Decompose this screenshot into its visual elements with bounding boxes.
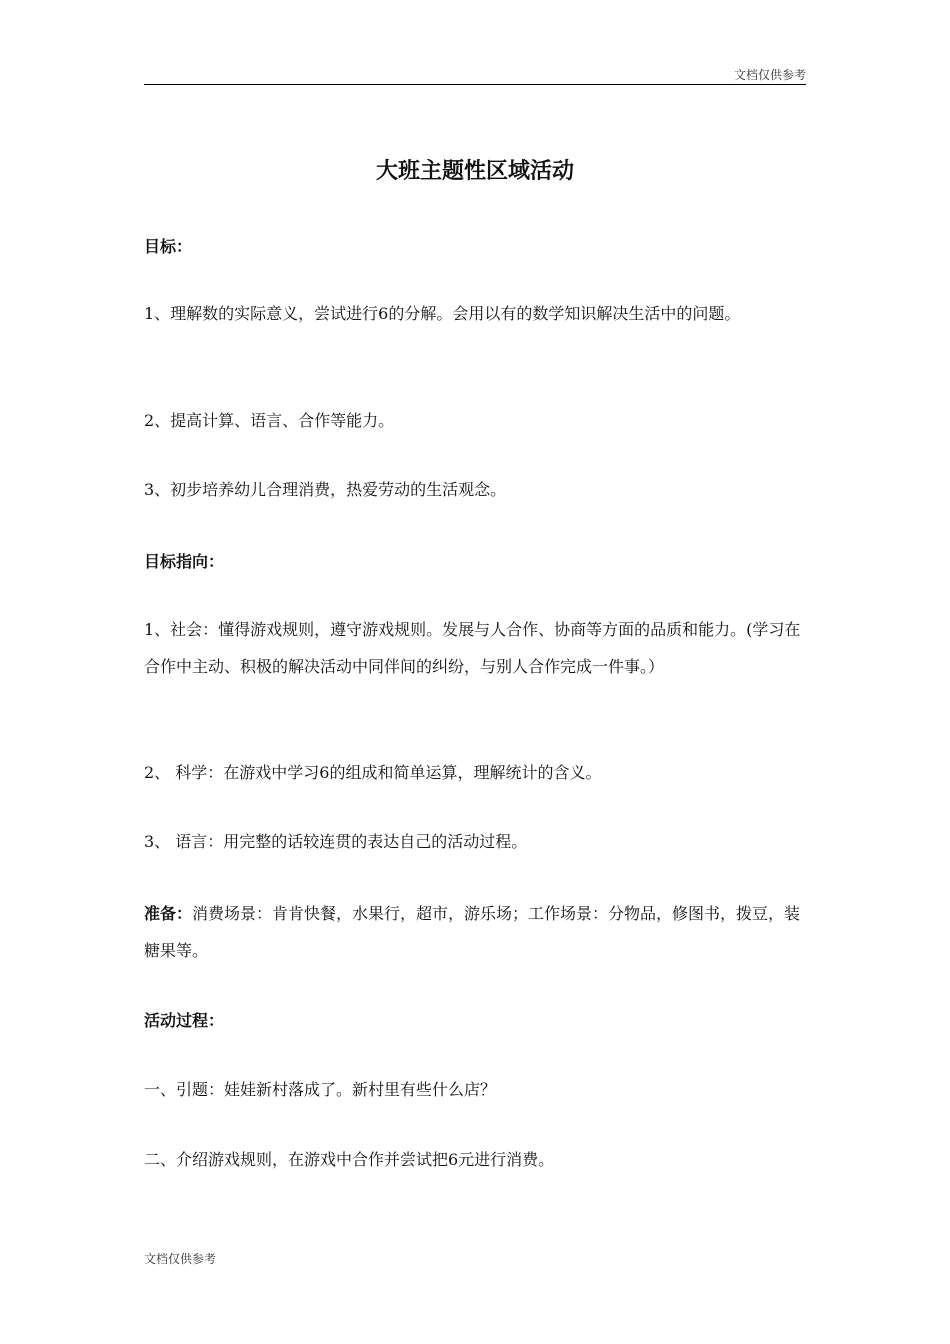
process-heading: 活动过程： — [144, 1011, 225, 1030]
process-step-2: 二、介绍游戏规则，在游戏中合作并尝试把6元进行消费。 — [144, 1150, 555, 1169]
document-title: 大班主题性区域活动 — [375, 158, 574, 184]
goal-item-1: 1、理解数的实际意义，尝试进行6的分解。会用以有的数学知识解决生活中的问题。 — [144, 304, 741, 323]
goal-item-3: 3、初步培养幼儿合理消费，热爱劳动的生活观念。 — [144, 480, 507, 499]
orientation-item-1: 1、社会：懂得游戏规则，遵守游戏规则。发展与人合作、协商等方面的品质和能力。(学习在合作中主动、积极的解决活动中同伴间的纠纷，与别人合作完成一件事。） — [144, 620, 801, 676]
orientation-item-2: 2、 科学：在游戏中学习6的组成和简单运算，理解统计的含义。 — [144, 763, 602, 782]
orientation-item-3: 3、 语言：用完整的话较连贯的表达自己的活动过程。 — [144, 832, 528, 851]
orientation-heading: 目标指向： — [144, 552, 225, 571]
process-step-1: 一、引题：娃娃新村落成了。新村里有些什么店？ — [144, 1080, 497, 1099]
goals-heading: 目标： — [144, 237, 193, 256]
preparation-label: 准备： — [144, 904, 193, 923]
preparation-paragraph — [144, 895, 806, 969]
header-divider — [144, 84, 806, 85]
page-header-text: 文档仅供参考 — [733, 68, 806, 82]
page-footer-text: 文档仅供参考 — [144, 1252, 217, 1266]
preparation-text: 消费场景：肯肯快餐，水果行，超市，游乐场；工作场景：分物品，修图书，拨豆，装糖果等。 — [144, 904, 801, 960]
goal-item-2: 2、提高计算、语言、合作等能力。 — [144, 411, 395, 430]
